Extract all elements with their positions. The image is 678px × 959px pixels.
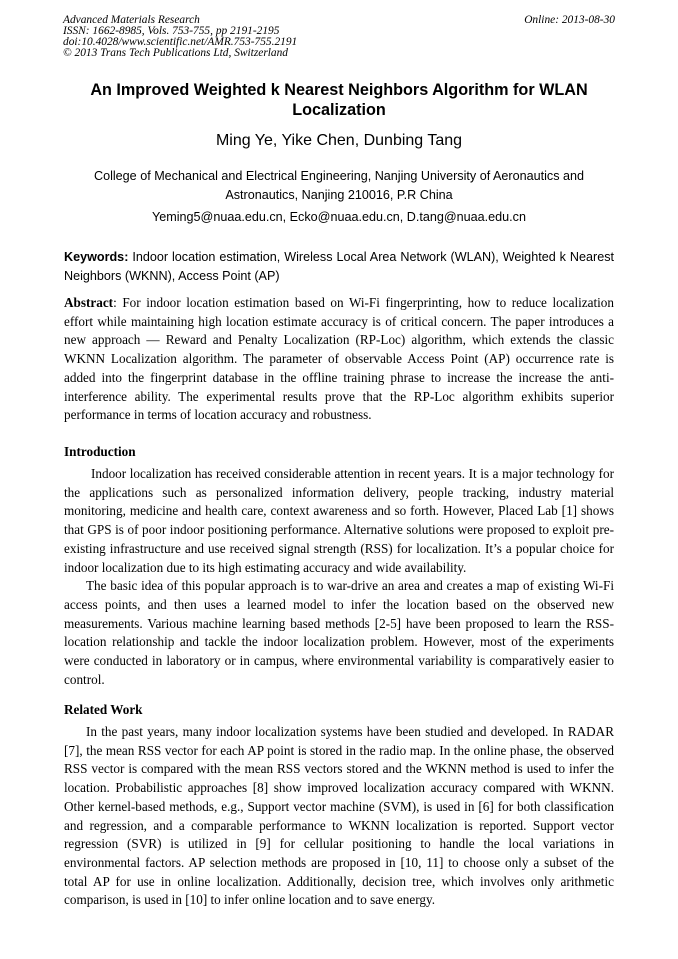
issn-line: ISSN: 1662-8985, Vols. 753-755, pp 2191-2195	[63, 25, 280, 37]
keywords	[64, 248, 614, 285]
affiliation: College of Mechanical and Electrical Engineering, Nanjing University of Aeronautics and Astronautics, Nanjing 210016, P.R China	[93, 169, 585, 202]
section-heading-introduction: Introduction	[64, 444, 136, 459]
author-emails: Yeming5@nuaa.edu.cn, Ecko@nuaa.edu.cn, D.tang@nuaa.edu.cn	[152, 210, 526, 224]
journal-name: Advanced Materials Research	[63, 14, 200, 26]
related-work-body	[64, 723, 614, 910]
paragraph: The basic idea of this popular approach is to war-drive an area and creates a map of existing Wi-Fi access points, and then uses a learned model to infer the location based on the observed new measurements. Various machine learning based methods [2-5] have been proposed to learn the RSS-location relationship and tackle the indoor localization problem. However, most of the experiments were conducted in laboratory or in campus, where environmental variability is comparatively easier to control.	[64, 578, 614, 687]
online-date: Online: 2013-08-30	[524, 14, 615, 26]
keywords-text: Indoor location estimation, Wireless Local Area Network (WLAN), Weighted k Nearest Neighbors (WKNN), Access Point (AP)	[64, 250, 614, 283]
copyright-line: © 2013 Trans Tech Publications Ltd, Switzerland	[63, 47, 288, 59]
journal-header	[63, 15, 615, 59]
keywords-label: Keywords:	[64, 250, 129, 264]
paper-title: An Improved Weighted k Nearest Neighbors Algorithm for WLAN Localization	[90, 81, 588, 119]
abstract-text: : For indoor location estimation based on Wi-Fi fingerprinting, how to reduce localization effort while maintaining high location estimate accuracy is of critical concern. The paper introduces a new approach — Reward and Penalty Localization (RP-Loc) algorithm, which extends the classic WKNN Localization algorithm. The parameter of observable Access Point (AP) occurrence rate is added into the fingerprint database in the offline training phrase to increase the increase the anti-interference ability. The experimental results prove that the RP-Loc algorithm exhibits superior performance in terms of location accuracy and robustness.	[64, 295, 614, 423]
doi-line: doi:10.4028/www.scientific.net/AMR.753-755.2191	[63, 36, 298, 48]
paragraph: Indoor localization has received considerable attention in recent years. It is a major technology for the applications such as personalized information delivery, people tracking, industry material monitoring, medicine and health care, context awareness and so forth. However, Placed Lab [1] shows that GPS is of poor indoor positioning performance. Alternative solutions were proposed to exploit pre-existing infrastructure and use received signal strength (RSS) for localization. It’s a popular choice for indoor localization due to its high estimating accuracy and wide availability.	[64, 466, 614, 575]
section-heading-related-work: Related Work	[64, 702, 143, 717]
author-list: Ming Ye, Yike Chen, Dunbing Tang	[215, 132, 463, 149]
introduction-body	[64, 465, 614, 689]
abstract-label: Abstract	[64, 295, 114, 310]
abstract	[64, 294, 614, 425]
paragraph: In the past years, many indoor localization systems have been studied and developed. In RADAR [7], the mean RSS vector for each AP point is stored in the radio map. In the online phase, the observed RSS vector is compared with the mean RSS vectors stored and the WKNN method is used to infer the location. Probabilistic approaches [8] show improved localization accuracy compared with WKNN. Other kernel-based methods, e.g., Support vector machine (SVM), is used in [6] for both classification and regression, and a comparable performance to WKNN localization is reported. Support vector regression (SVR) is utilized in [9] for cellular positioning to handle the local variations in environmental factors. AP selection methods are proposed in [10, 11] to choose only a subset of the total AP for use in online localization. Additionally, decision tree, which involves only arithmetic comparison, is used in [10] to infer online location and to save energy.	[64, 724, 614, 908]
